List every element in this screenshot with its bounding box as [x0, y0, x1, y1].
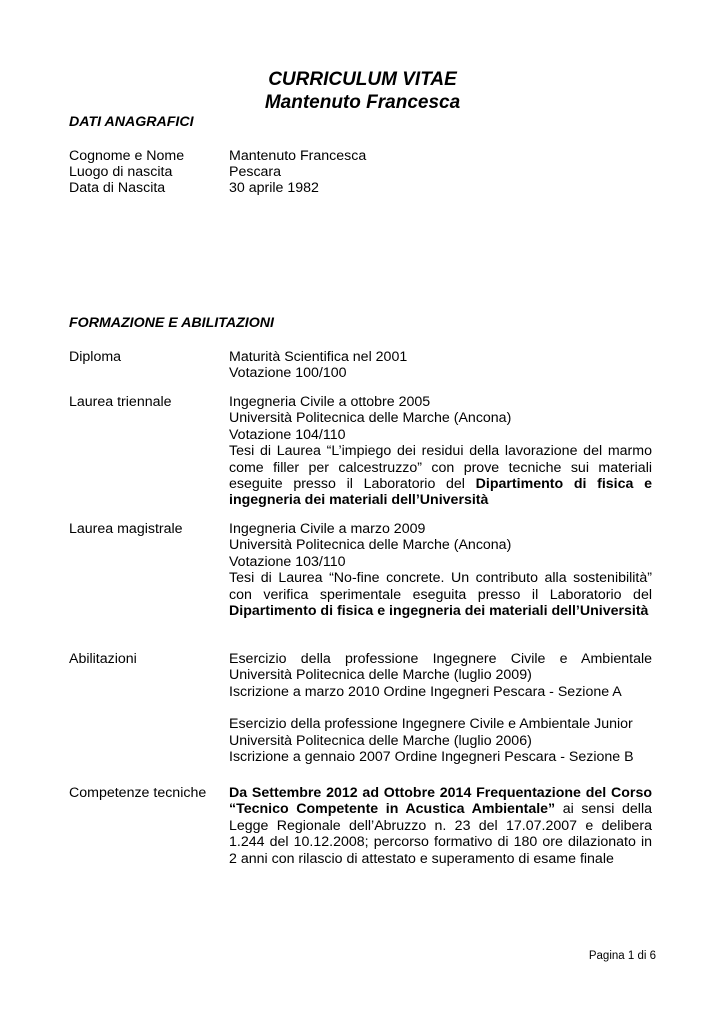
- field-label: Abilitazioni: [69, 651, 137, 667]
- field-value-line: Università Politecnica delle Marche (Ancona): [229, 410, 512, 427]
- section-heading-dati-anagrafici: DATI ANAGRAFICI: [69, 114, 194, 130]
- field-value-line: Iscrizione a gennaio 2007 Ordine Ingegneri Pescara - Sezione B: [229, 749, 634, 766]
- field-value: Pescara: [229, 164, 282, 180]
- cv-person-name: Mantenuto Francesca: [264, 92, 461, 113]
- competenze-text: ai sensi della Legge Regionale dell’Abruzzo n. 23 del 17.07.2007 e delibera 1.244 del 10.12.2008; percorso formativo di 180 ore dilazionato in 2 anni con rilascio di attestato e superamento di esame finale: [229, 801, 652, 867]
- field-value-line: Ingegneria Civile a ottobre 2005: [229, 394, 431, 410]
- field-value: Mantenuto Francesca: [229, 148, 367, 164]
- thesis-paragraph: [229, 570, 652, 619]
- field-value-line: Ingegneria Civile a marzo 2009: [229, 521, 426, 537]
- thesis-text: Tesi di Laurea “No-fine concrete. Un contributo alla sostenibilità” con verifica sperimentale eseguita presso il Laboratorio del: [229, 570, 652, 603]
- field-value-line: Università Politecnica delle Marche (luglio 2009): [229, 667, 532, 684]
- field-value-line: Iscrizione a marzo 2010 Ordine Ingegneri Pescara - Sezione A: [229, 683, 622, 700]
- field-value-line: Maturità Scientifica nel 2001: [229, 349, 408, 365]
- thesis-paragraph: [229, 443, 652, 509]
- cv-title: CURRICULUM VITAE: [268, 69, 457, 90]
- field-label: Laurea triennale: [69, 394, 172, 410]
- field-value: 30 aprile 1982: [229, 180, 319, 196]
- page-number: Pagina 1 di 6: [588, 950, 656, 962]
- field-label: Data di Nascita: [69, 180, 166, 196]
- thesis-department: Dipartimento di fisica e ingegneria dei materiali dell’Università: [229, 476, 652, 509]
- section-heading-formazione: FORMAZIONE E ABILITAZIONI: [69, 315, 274, 331]
- competenze-paragraph: [229, 785, 652, 867]
- field-value-line: Università Politecnica delle Marche (luglio 2006): [229, 732, 532, 749]
- competenze-course: Da Settembre 2012 ad Ottobre 2014 Frequentazione del Corso “Tecnico Competente in Acustica Ambientale”: [229, 785, 652, 818]
- field-value-line: Università Politecnica delle Marche (Ancona): [229, 537, 512, 554]
- field-value-line: Esercizio della professione Ingegnere Civile e Ambientale: [229, 651, 652, 667]
- field-label: Laurea magistrale: [69, 521, 183, 537]
- field-label: Cognome e Nome: [69, 148, 185, 164]
- field-value-line: Votazione 104/110: [229, 426, 346, 443]
- thesis-department: Dipartimento di fisica e ingegneria dei materiali dell’Università: [229, 603, 649, 620]
- thesis-text: Tesi di Laurea “L’impiego dei residui della lavorazione del marmo come filler per calcestruzzo” con prove tecniche sui materiali eseguite presso il Laboratorio del: [229, 443, 652, 493]
- field-value-line: Votazione 100/100: [229, 365, 347, 382]
- field-label: Luogo di nascita: [69, 164, 173, 180]
- field-value-line: Votazione 103/110: [229, 553, 346, 570]
- field-label: Competenze tecniche: [69, 785, 207, 801]
- field-value-line: Esercizio della professione Ingegnere Civile e Ambientale Junior: [229, 716, 633, 733]
- field-label: Diploma: [69, 349, 122, 365]
